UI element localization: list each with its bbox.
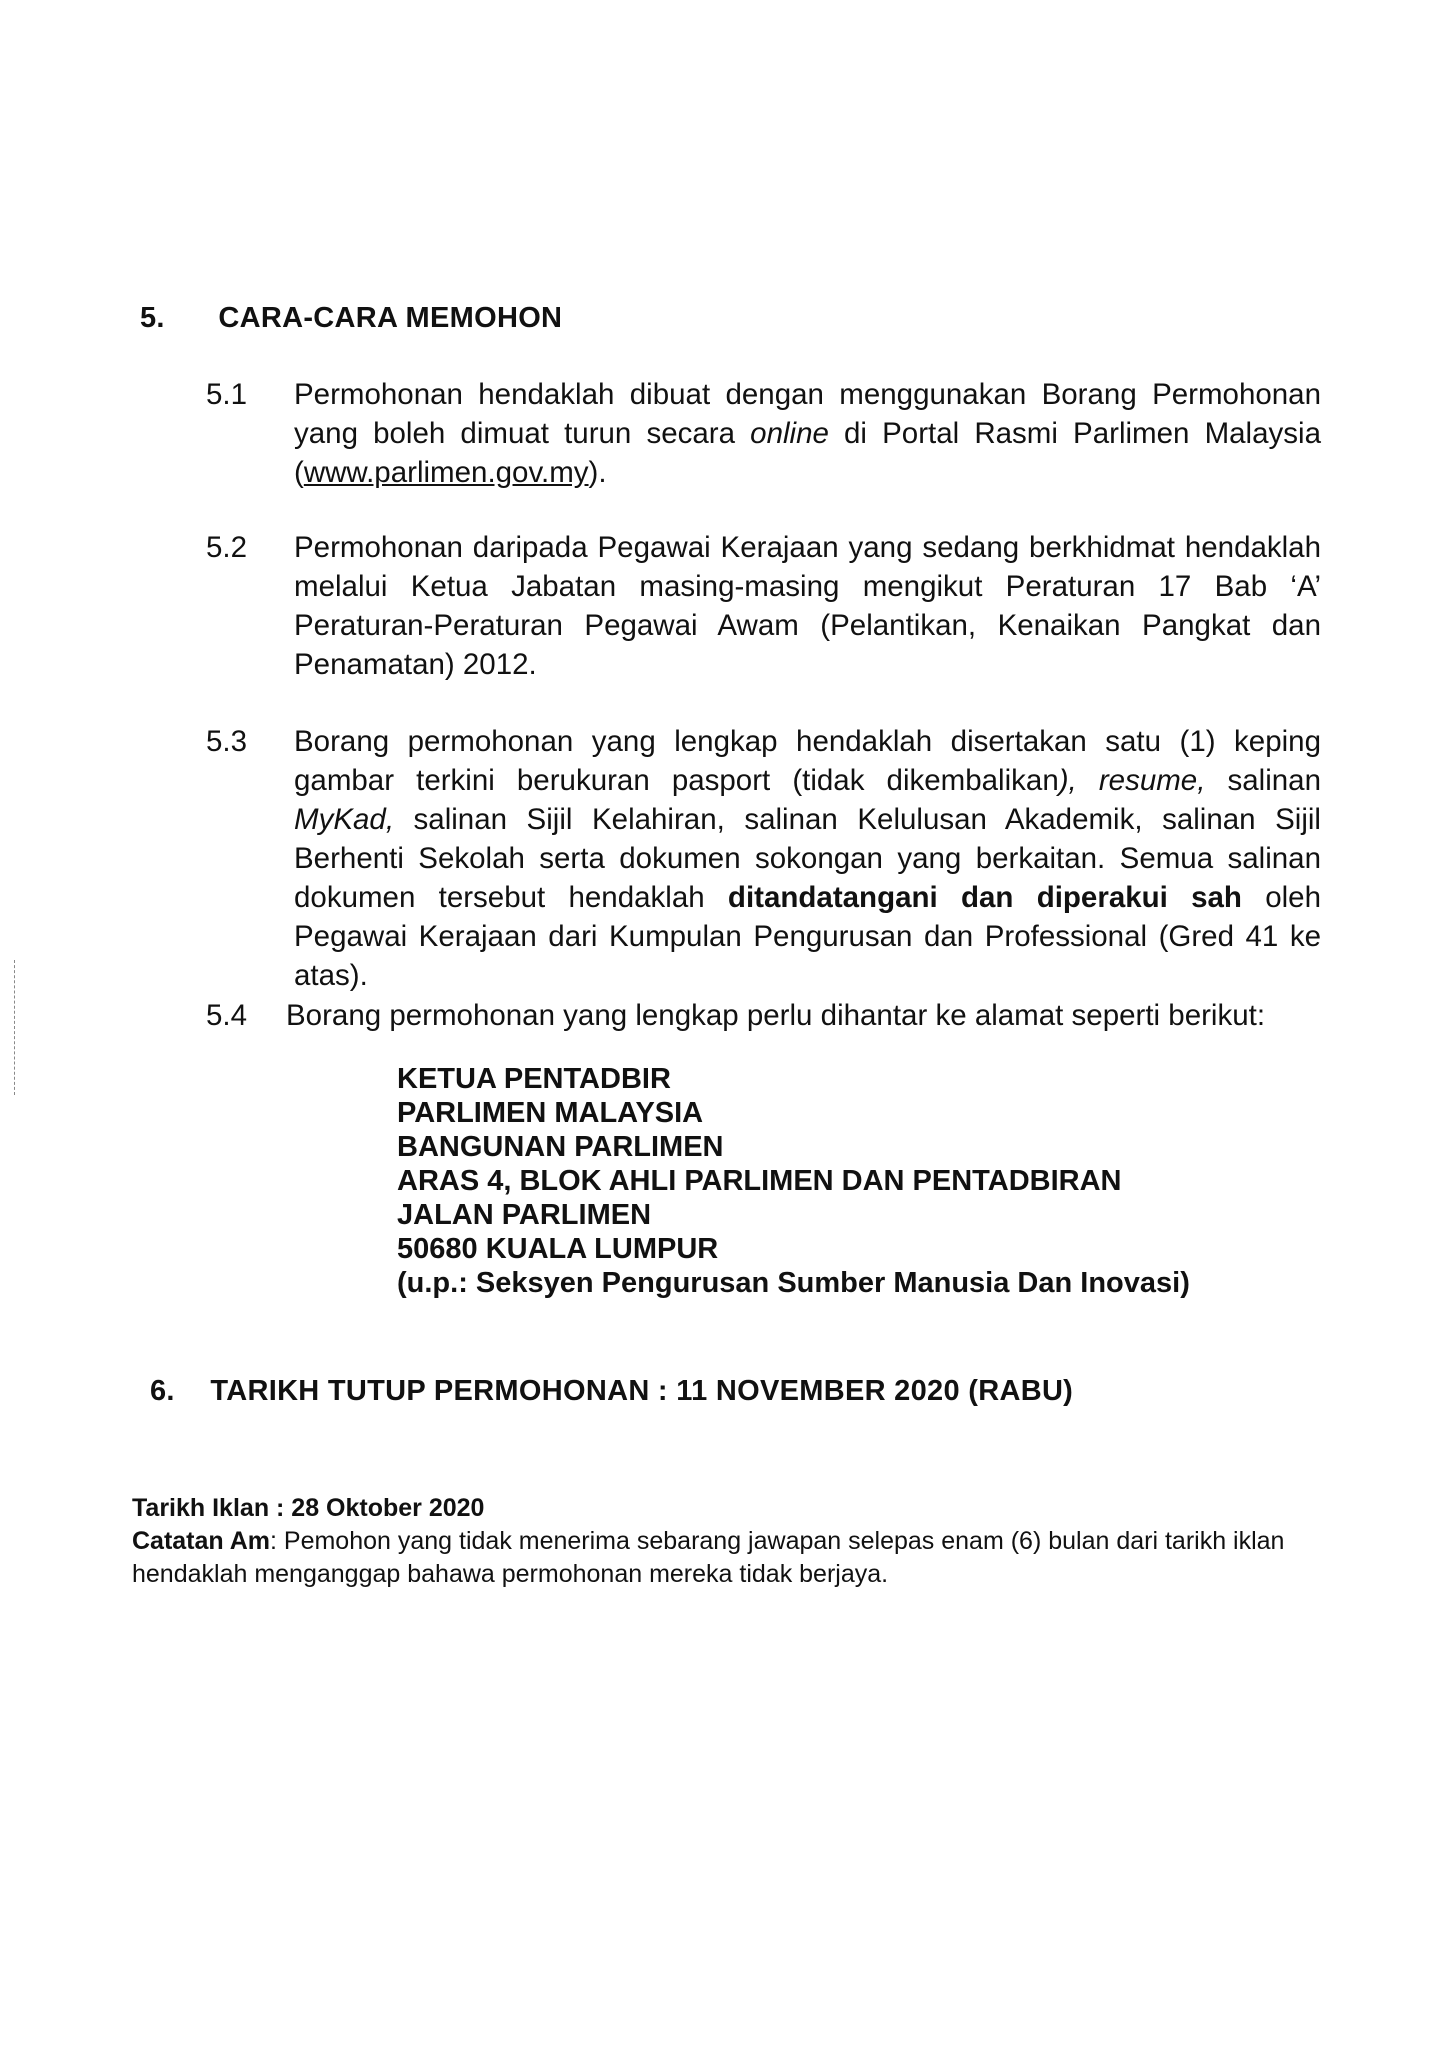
address-line-4: ARAS 4, BLOK AHLI PARLIMEN DAN PENTADBIRAN: [397, 1165, 1122, 1197]
address-line-5: JALAN PARLIMEN: [397, 1199, 652, 1231]
note-label: Catatan Am: [132, 1527, 270, 1555]
item-5-4-number: 5.4: [206, 999, 248, 1032]
portal-link[interactable]: www.parlimen.gov.my: [303, 456, 589, 489]
item-5-1-text-italic: online: [750, 417, 829, 450]
address-line-7: (u.p.: Seksyen Pengurusan Sumber Manusia Dan Inovasi): [397, 1267, 1190, 1299]
ad-date-label: Tarikh Iklan : 28 Oktober 2020: [132, 1494, 485, 1522]
item-5-1: [206, 375, 1321, 495]
item-5-3-text-bold: ditandatangani dan diperakui sah: [727, 881, 1242, 914]
section-5-title: CARA-CARA MEMOHON: [218, 302, 563, 334]
item-5-3-text-d: oleh Pegawai Kerajaan dari Kumpulan Pengurusan dan Professional (Gred 41 ke atas).: [294, 881, 1321, 992]
item-5-3: [206, 722, 1321, 992]
ad-date: [132, 1492, 1322, 1525]
item-5-1-number: 5.1: [206, 378, 248, 411]
item-5-3-number: 5.3: [206, 725, 248, 758]
address-line-1: KETUA PENTADBIR: [397, 1063, 671, 1095]
section-6-number: 6.: [150, 1375, 175, 1407]
item-5-1-text-c: ).: [588, 456, 607, 489]
address-line-6: 50680 KUALA LUMPUR: [397, 1233, 719, 1265]
item-5-1-text: [294, 375, 1321, 492]
item-5-3-text-a: Borang permohonan yang lengkap hendaklah disertakan satu (1) keping gambar terkini berukuran pasport (tidak dikembalikan: [294, 725, 1321, 797]
address-line-2: PARLIMEN MALAYSIA: [397, 1097, 704, 1129]
general-note: [132, 1525, 1322, 1591]
item-5-3-text-b: salinan: [1205, 764, 1321, 797]
address-line-3: BANGUNAN PARLIMEN: [397, 1131, 724, 1163]
section-5-heading: [140, 302, 562, 335]
item-5-3-text-c: salinan Sijil Kelahiran, salinan Kelulusan Akademik, salinan Sijil Berhenti Sekolah serta dokumen sokongan yang berkaitan. Semua salinan dokumen tersebut hendaklah: [294, 803, 1321, 914]
item-5-3-text-italic-2: MyKad,: [294, 803, 395, 836]
item-5-4: [206, 996, 1321, 1038]
item-5-2-number: 5.2: [206, 531, 248, 564]
margin-scan-mark: [14, 960, 16, 1095]
item-5-2: [206, 528, 1321, 688]
item-5-1-text-b: di Portal Rasmi Parlimen Malaysia (: [294, 417, 1321, 489]
item-5-2-text: Permohonan daripada Pegawai Kerajaan yang sedang berkhidmat hendaklah melalui Ketua Jabatan masing-masing mengikut Peraturan 17 Bab ‘A’ Peraturan-Peraturan Pegawai Awam (Pelantikan, Kenaikan Pangkat dan Penamatan) 2012.: [294, 531, 1321, 681]
item-5-1-text-a: Permohonan hendaklah dibuat dengan menggunakan Borang Permohonan yang boleh dimuat turun secara: [294, 378, 1321, 450]
address-block: [397, 1062, 1190, 1300]
item-5-4-text: Borang permohonan yang lengkap perlu dihantar ke alamat seperti berikut:: [286, 999, 1266, 1032]
item-5-3-text: [294, 722, 1321, 995]
item-5-3-text-italic-1: ), resume,: [1058, 764, 1206, 797]
section-6-title: TARIKH TUTUP PERMOHONAN : 11 NOVEMBER 2020 (RABU): [210, 1375, 1074, 1407]
section-6-heading: [150, 1375, 1073, 1408]
note-text: : Pemohon yang tidak menerima sebarang jawapan selepas enam (6) bulan dari tarikh iklan hendaklah menganggap bahawa permohonan mereka tidak berjaya.: [132, 1527, 1285, 1588]
footer-notes: [132, 1492, 1322, 1591]
section-5-number: 5.: [140, 302, 165, 334]
